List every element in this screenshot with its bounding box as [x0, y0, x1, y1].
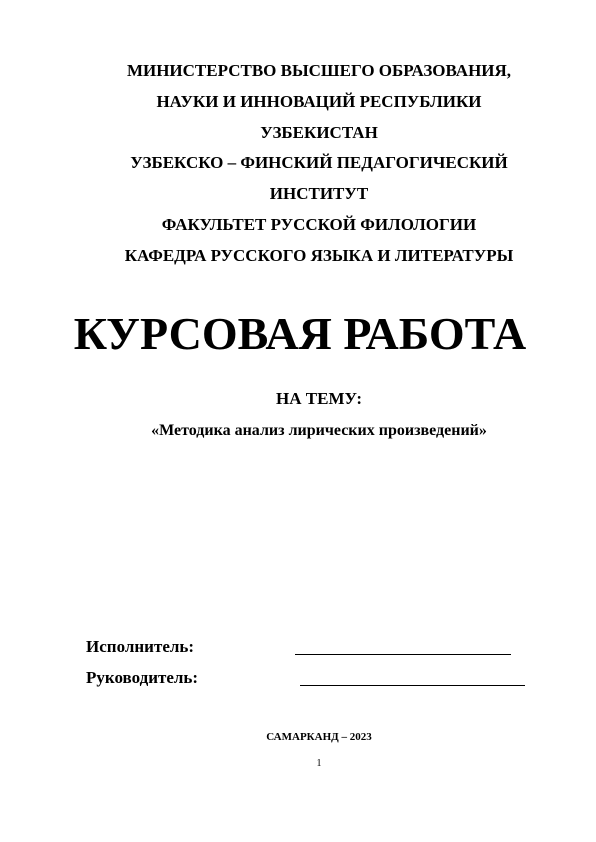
header-line-faculty: ФАКУЛЬТЕТ РУССКОЙ ФИЛОЛОГИИ	[161, 214, 477, 234]
city-year: САМАРКАНД – 2023	[266, 731, 372, 743]
supervisor-signature-line	[300, 685, 525, 686]
header-line-institute: УЗБЕКСКО – ФИНСКИЙ ПЕДАГОГИЧЕСКИЙ	[130, 153, 508, 173]
page-number: 1	[316, 758, 322, 769]
executor-signature-line	[295, 654, 511, 655]
header-line-department: КАФЕДРА РУССКОГО ЯЗЫКА И ЛИТЕРАТУРЫ	[124, 245, 514, 265]
header-line-country: УЗБЕКИСТАН	[260, 122, 378, 142]
header-line-institute-cont: ИНСТИТУТ	[269, 184, 369, 204]
supervisor-label: Руководитель:	[86, 668, 199, 687]
institution-header	[0, 56, 596, 272]
executor-label: Исполнитель:	[86, 637, 195, 656]
header-line-ministry: МИНИСТЕРСТВО ВЫСШЕГО ОБРАЗОВАНИЯ,	[126, 61, 512, 80]
document-title: КУРСОВАЯ РАБОТА	[73, 308, 527, 359]
header-line-science: НАУКИ И ИННОВАЦИЙ РЕСПУБЛИКИ	[156, 91, 482, 111]
topic-title: «Методика анализ лирических произведений»	[151, 422, 487, 439]
topic-label: НА ТЕМУ:	[276, 389, 362, 408]
